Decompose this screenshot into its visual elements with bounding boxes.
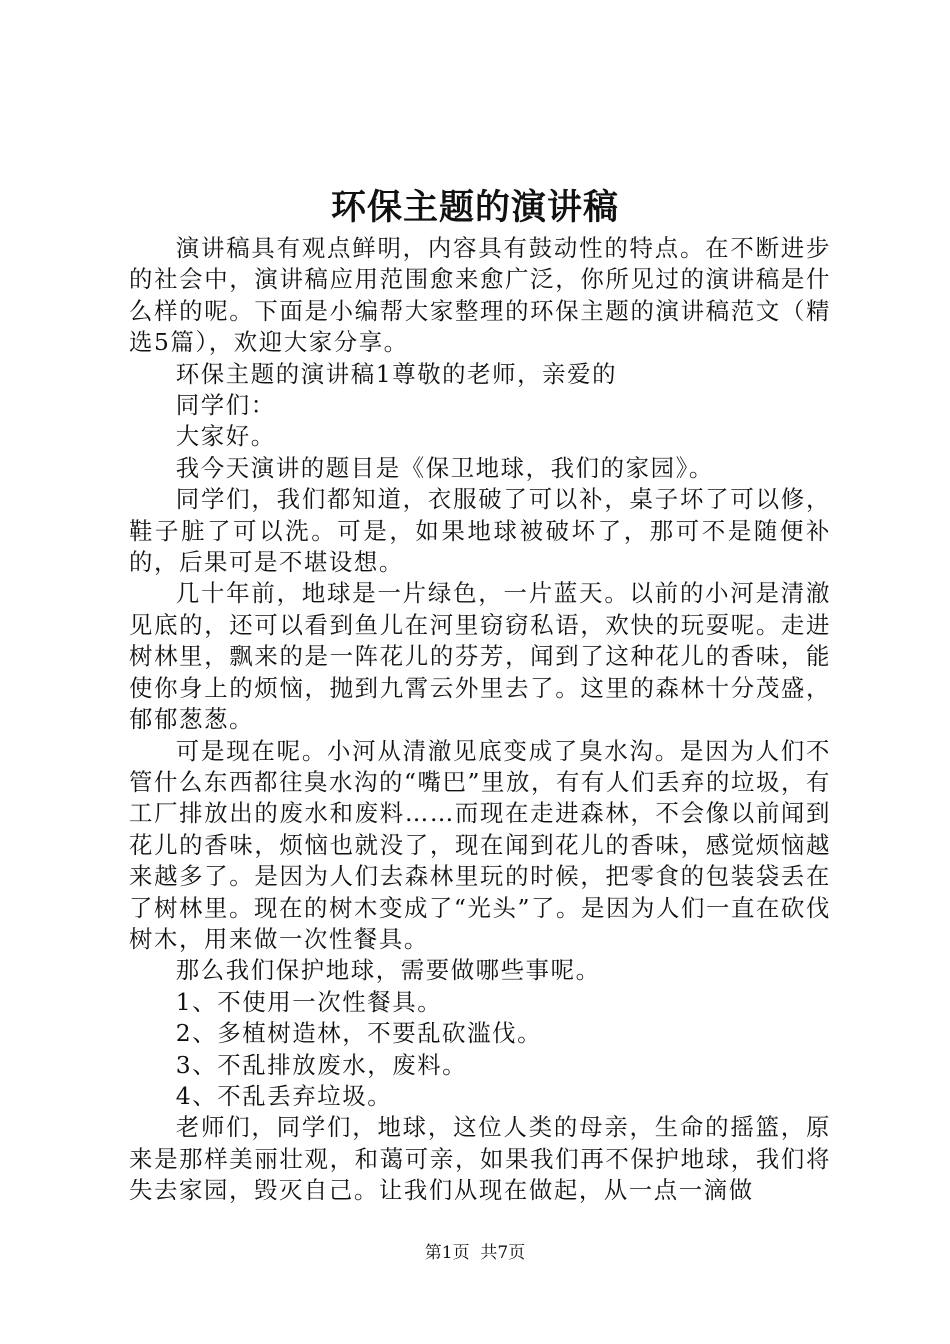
paragraph-salutation: 同学们： <box>175 391 276 420</box>
paragraph-intro: 演讲稿具有观点鲜明，内容具有鼓动性的特点。在不断进步的社会中，演讲稿应用范围愈来愈广泛，你所见过的演讲稿是什么样的呢。下面是小编帮大家整理的环保主题的演讲稿范文（精选5篇），欢迎大家分享。 <box>129 234 831 357</box>
list-item: 4、不乱丢弃垃圾。 <box>175 1081 393 1110</box>
list-item: 1、不使用一次性餐具。 <box>175 987 443 1016</box>
list-item: 3、不乱排放废水，废料。 <box>175 1050 468 1079</box>
list-item: 2、多植树造林，不要乱砍滥伐。 <box>175 1019 543 1048</box>
paragraph-topic: 我今天演讲的题目是《保卫地球，我们的家园》。 <box>175 453 714 482</box>
page-number-info: 第1页 共7页 <box>424 1243 526 1263</box>
paragraph-greeting: 大家好。 <box>175 422 276 451</box>
paragraph-body: 几十年前，地球是一片绿色，一片蓝天。以前的小河是清澈见底的，还可以看到鱼儿在河里窃窃私语，欢快的玩耍呢。走进树林里，飘来的是一阵花儿的芬芳，闻到了这种花儿的香味，能使你身上的烦恼，抛到九霄云外里去了。这里的森林十分茂盛，郁郁葱葱。 <box>129 579 831 734</box>
paragraph-body: 可是现在呢。小河从清澈见底变成了臭水沟。是因为人们不管什么东西都往臭水沟的“嘴巴”里放，有有人们丢弃的垃圾，有工厂排放出的废水和废料……而现在走进森林，不会像以前闻到花儿的香味，烦恼也就没了，现在闻到花儿的香味，感觉烦恼越来越多了。是因为人们去森林里玩的时候，把零食的包装袋丢在了树林里。现在的树木变成了“光头”了。是因为人们一直在砍伐树木，用来做一次性餐具。 <box>129 736 831 953</box>
document-body <box>129 233 831 1207</box>
paragraph-speech-heading: 环保主题的演讲稿1尊敬的老师，亲爱的 <box>175 359 618 388</box>
paragraph-body: 老师们，同学们，地球，这位人类的母亲，生命的摇篮，原来是那样美丽壮观，和蔼可亲，如果我们再不保护地球，我们将失去家园，毁灭自己。让我们从现在做起，从一点一滴做 <box>129 1113 831 1205</box>
paragraph-body: 同学们，我们都知道，衣服破了可以补，桌子坏了可以修，鞋子脏了可以洗。可是，如果地球被破坏了，那可不是随便补的，后果可是不堪设想。 <box>129 485 831 577</box>
page-footer <box>0 1241 950 1265</box>
document-title: 环保主题的演讲稿 <box>330 187 619 228</box>
paragraph-body: 那么我们保护地球，需要做哪些事呢。 <box>175 956 601 985</box>
